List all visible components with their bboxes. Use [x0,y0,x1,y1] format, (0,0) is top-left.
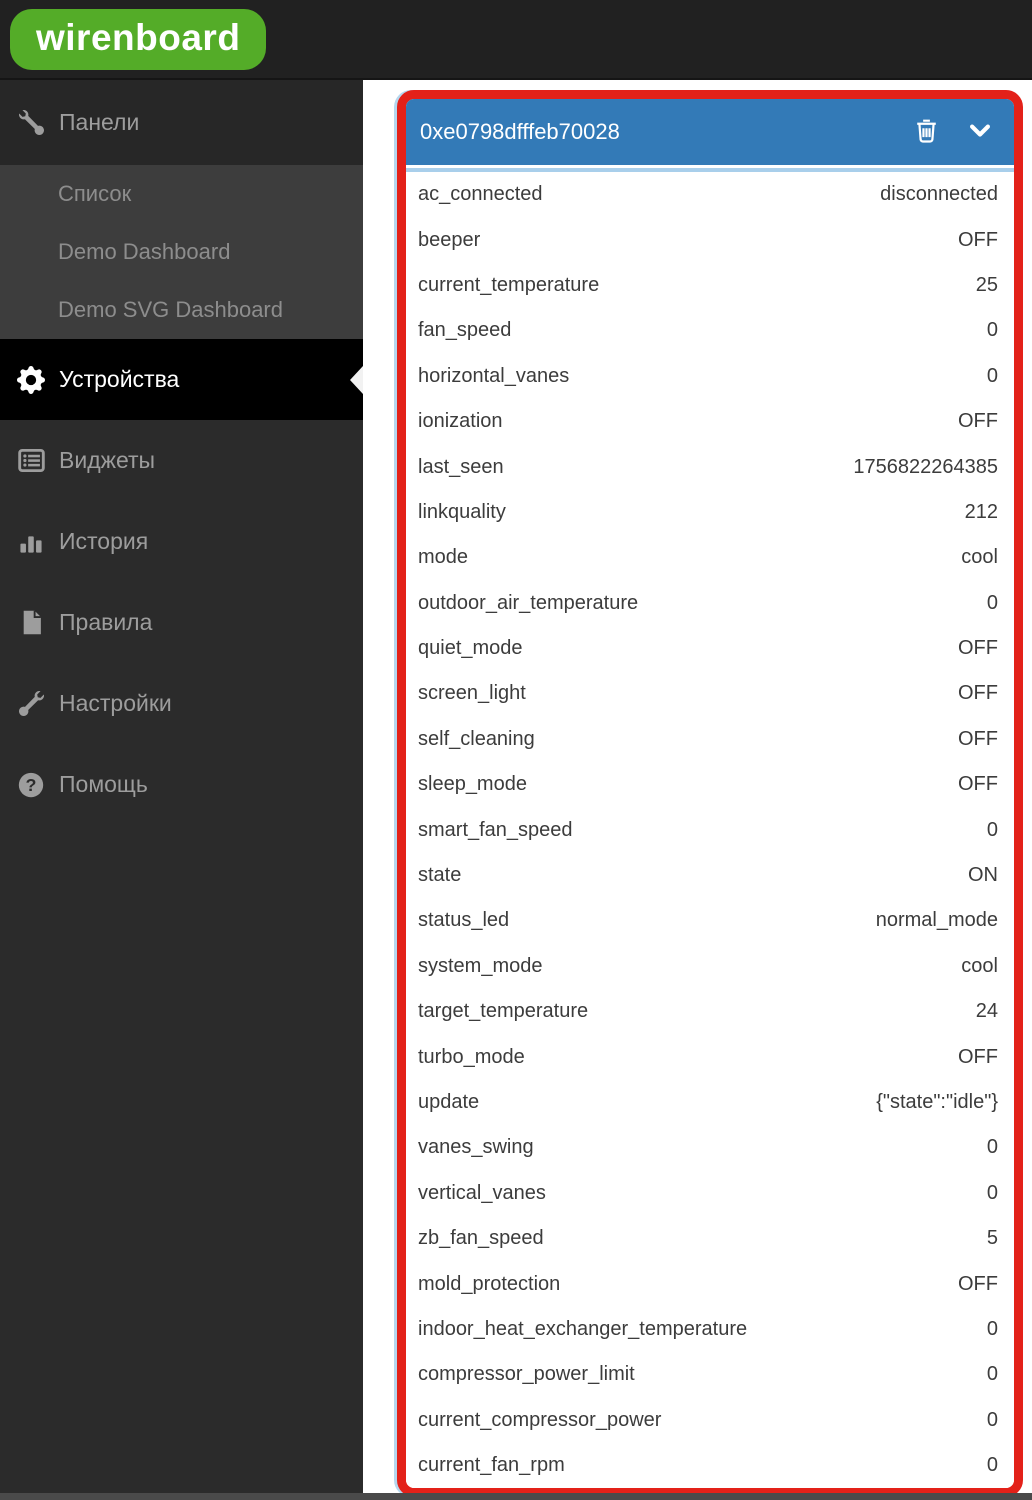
property-value[interactable]: 212 [964,500,998,523]
property-row [406,671,1014,716]
property-value[interactable]: 0 [986,1317,998,1340]
property-name: current_temperature [418,273,600,296]
main-content [363,80,1032,1498]
property-value[interactable]: ON [968,864,998,887]
property-name: update [418,1091,480,1113]
sidebar-item-label: Правила [59,609,153,635]
property-value[interactable]: 0 [986,1181,998,1204]
wrench-icon [15,107,47,139]
property-row [406,490,1014,535]
sidebar-item-label: Виджеты [59,447,156,473]
property-value[interactable]: disconnected [880,183,998,206]
sidebar-item-history[interactable] [0,501,363,582]
property-name: self_cleaning [418,727,535,750]
chevron-down-icon [966,117,994,148]
main-layout [0,80,1032,1498]
active-item-arrow [350,366,363,394]
property-name: linkquality [418,500,506,523]
submenu-item-demo-svg-dashboard[interactable]: Demo SVG Dashboard [58,297,283,322]
question-icon [15,769,47,801]
property-name: sleep_mode [418,773,527,796]
property-name: zb_fan_speed [418,1227,544,1250]
property-row [406,717,1014,762]
property-name: current_fan_rpm [418,1454,565,1477]
property-value[interactable]: 5 [986,1227,998,1250]
submenu-item-demo-dashboard[interactable]: Demo Dashboard [58,239,231,264]
property-row [406,263,1014,308]
file-icon [15,607,47,639]
property-value[interactable]: 0 [986,1136,998,1159]
sidebar-item-panels[interactable] [0,80,363,165]
property-value[interactable]: normal_mode [875,909,998,932]
sidebar-item-label: Настройки [59,690,172,716]
property-value[interactable]: OFF [958,727,998,750]
sidebar [0,80,363,1498]
property-row [406,1216,1014,1261]
property-name: vertical_vanes [418,1181,546,1204]
property-value[interactable]: 0 [986,1408,998,1431]
property-row [406,1125,1014,1170]
list-icon [15,445,47,477]
property-value[interactable]: 0 [986,319,998,342]
property-name: ac_connected [418,183,543,206]
horizontal-scrollbar[interactable] [0,1493,1032,1500]
property-row [406,762,1014,807]
wirenboard-logo[interactable]: wirenboard [10,9,266,70]
panels-submenu [0,165,363,339]
sidebar-item-devices[interactable] [0,339,363,420]
property-value[interactable]: 0 [986,1454,998,1477]
device-card [397,90,1023,1497]
property-name: fan_speed [418,319,512,342]
property-row [406,626,1014,671]
property-name: beeper [418,228,481,251]
property-name: mold_protection [418,1272,561,1295]
property-name: vanes_swing [418,1136,534,1159]
property-row [406,1080,1014,1125]
sidebar-item-label: История [59,528,149,554]
property-value[interactable]: OFF [958,1272,998,1295]
property-row [406,1398,1014,1443]
property-name: status_led [418,909,510,932]
property-value[interactable]: 1756822264385 [853,455,998,478]
property-row [406,581,1014,626]
property-row [406,217,1014,262]
delete-device-button[interactable] [913,117,940,147]
property-row [406,535,1014,580]
svg-text:?: ? [25,774,37,795]
property-name: mode [418,546,469,569]
sidebar-item-help[interactable] [0,744,363,825]
property-value[interactable]: OFF [958,1045,998,1068]
property-value[interactable]: 24 [975,1000,998,1023]
property-name: last_seen [418,455,504,478]
property-name: quiet_mode [418,637,523,660]
property-row [406,444,1014,489]
property-name: state [418,864,462,887]
sidebar-item-settings[interactable] [0,663,363,744]
gear-icon [15,364,47,396]
property-value[interactable]: OFF [958,773,998,796]
trash-icon [913,117,940,147]
property-value[interactable]: {"state":"idle"} [876,1091,998,1113]
property-row [406,989,1014,1034]
property-name: outdoor_air_temperature [418,591,639,614]
property-value[interactable]: OFF [958,682,998,705]
bar-chart-icon [15,526,47,558]
property-name: turbo_mode [418,1045,525,1068]
property-name: smart_fan_speed [418,818,573,841]
property-name: target_temperature [418,1000,589,1023]
property-name: compressor_power_limit [418,1363,635,1386]
property-row [406,1034,1014,1079]
top-bar [0,0,1032,80]
property-value[interactable]: 25 [975,273,998,296]
submenu-item-list[interactable]: Список [58,181,132,206]
sidebar-item-label: Устройства [59,366,180,392]
wrench-icon [15,688,47,720]
property-row [406,1261,1014,1306]
property-value[interactable]: cool [961,954,998,977]
property-row [406,1352,1014,1397]
property-row [406,853,1014,898]
property-name: indoor_heat_exchanger_temperature [418,1317,748,1340]
header-separator [406,165,1014,172]
property-row [406,898,1014,943]
property-value[interactable]: 0 [986,364,998,387]
property-row [406,1307,1014,1352]
property-row [406,807,1014,852]
property-value[interactable]: OFF [958,637,998,660]
property-row [406,354,1014,399]
property-row [406,1443,1014,1488]
sidebar-item-rules[interactable] [0,582,363,663]
property-name: ionization [418,410,503,433]
device-card-header[interactable] [406,99,1014,165]
property-name: horizontal_vanes [418,364,570,387]
property-row [406,944,1014,989]
property-name: screen_light [418,682,526,705]
property-value[interactable]: cool [961,546,998,569]
collapse-button[interactable] [966,117,994,148]
property-name: system_mode [418,954,543,977]
property-value[interactable]: 0 [986,818,998,841]
sidebar-item-label: Помощь [59,771,148,797]
property-value[interactable]: OFF [958,228,998,251]
property-row [406,172,1014,217]
sidebar-item-label: Панели [59,109,140,135]
property-row [406,399,1014,444]
property-name: current_compressor_power [418,1408,662,1431]
property-row [406,1171,1014,1216]
property-value[interactable]: 0 [986,1363,998,1386]
property-value[interactable]: OFF [958,410,998,433]
device-properties-list [406,172,1014,1488]
sidebar-item-widgets[interactable] [0,420,363,501]
property-row [406,308,1014,353]
device-title: 0xe0798dfffeb70028 [420,119,620,144]
property-value[interactable]: 0 [986,591,998,614]
